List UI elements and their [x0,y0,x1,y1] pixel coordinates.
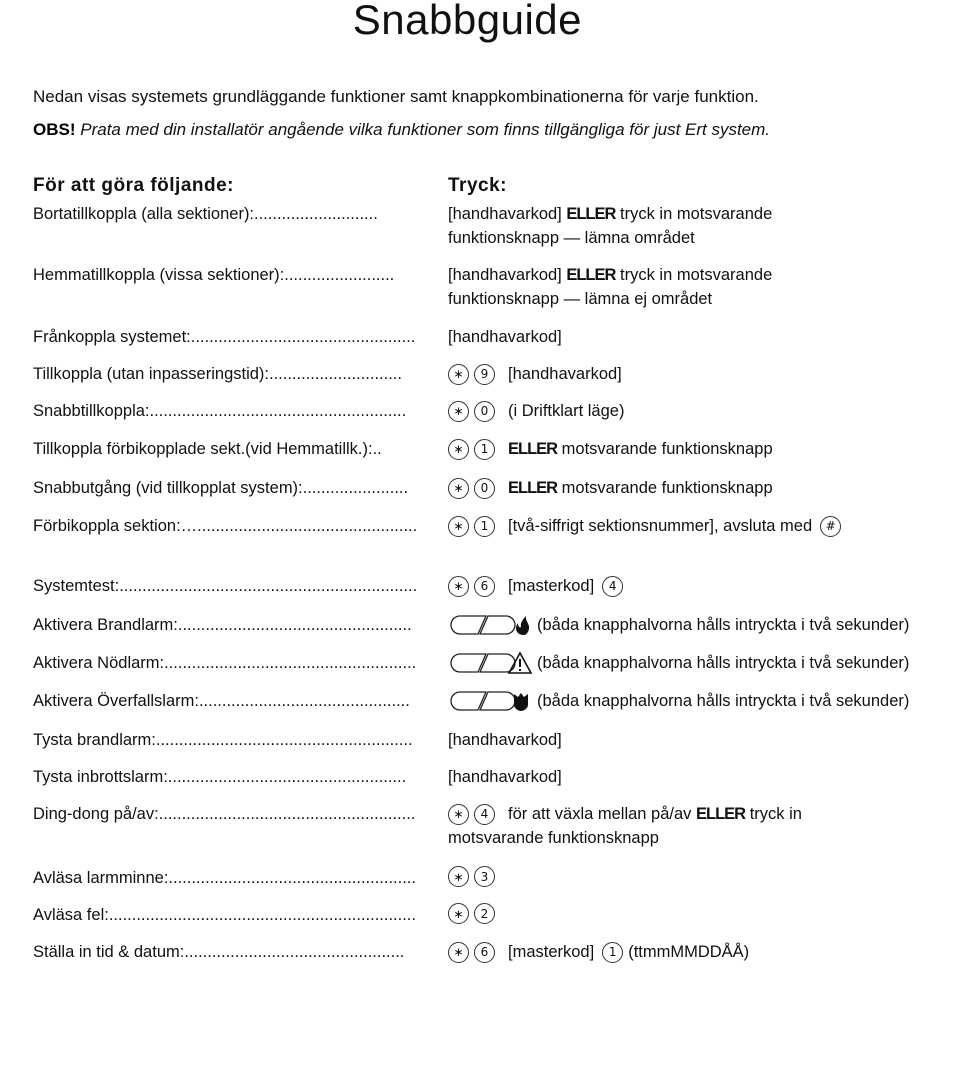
function-action [448,514,846,538]
star-key-icon: ∗ [448,439,469,460]
function-label: Systemtest:................................................................. [33,577,418,595]
note-obs: OBS! [33,120,76,139]
action-text: för att växla mellan på/av [508,805,697,823]
digit-key-icon: 0 [474,401,495,422]
function-action-line2: funktionsknapp — lämna ej området [448,290,713,308]
header-right: Tryck: [448,175,507,196]
digit-key-icon: 6 [474,576,495,597]
function-action [448,613,909,637]
digit-key-icon: 3 [474,866,495,887]
action-text: (båda knapphalvorna hålls intryckta i två sekunder) [537,692,910,710]
digit-key-icon: 4 [474,804,495,825]
action-text: [handhavarkod] [448,266,567,284]
function-label: Snabbutgång (vid tillkopplat system):....................... [33,479,409,497]
function-label: Tysta inbrottslarm:.................................................... [33,768,407,786]
action-text: motsvarande funktionsknapp [557,440,773,458]
star-key-icon: ∗ [448,516,469,537]
action-text: (båda knapphalvorna hålls intryckta i två sekunder) [537,616,910,634]
digit-key-icon: 1 [602,942,623,963]
action-text: [masterkod] [508,577,595,595]
star-key-icon: ∗ [448,364,469,385]
action-text: tryck in motsvarande [615,266,773,284]
function-label: Hemmatillkoppla (vissa sektioner):........................ [33,266,395,284]
action-text: [handhavarkod] [508,365,622,383]
function-action [448,903,500,924]
digit-key-icon: 0 [474,478,495,499]
action-text: (ttmmMMDDÅÅ) [628,943,750,961]
function-label: Ding-dong på/av:........................................................ [33,805,416,823]
action-text: [handhavarkod] [448,205,567,223]
function-label: Förbikoppla sektion:…................................................ [33,517,418,535]
intro-text: Nedan visas systemets grundläggande funktioner samt knappkombinationerna för varje funktion. [33,87,759,106]
digit-key-icon: 1 [474,516,495,537]
action-text: [handhavarkod] [448,328,562,346]
note [33,119,833,141]
function-action [448,765,562,789]
function-label: Aktivera Brandlarm:................................................... [33,616,412,634]
function-action [448,202,772,226]
digit-key-icon: 6 [474,942,495,963]
function-action-line2: funktionsknapp — lämna området [448,229,695,247]
action-text: [handhavarkod] [448,731,562,749]
function-action [448,325,562,349]
function-label: Tysta brandlarm:........................................................ [33,731,413,749]
function-action [448,399,624,423]
function-label: Avläsa larmminne:...................................................... [33,869,416,887]
function-label: Bortatillkoppla (alla sektioner):........................... [33,205,378,223]
eller-text: ELLER [508,479,558,497]
warning-icon [448,651,532,675]
function-action [448,362,622,386]
function-label: Frånkoppla systemet:................................................. [33,328,416,346]
eller-text: ELLER [566,205,616,223]
function-action [448,651,909,675]
function-label: Aktivera Nödlarm:....................................................... [33,654,417,672]
action-text: (i Driftklart läge) [508,402,625,420]
function-action [448,263,772,287]
star-key-icon: ∗ [448,804,469,825]
action-text: [masterkod] [508,943,595,961]
eller-text: ELLER [508,440,558,458]
digit-key-icon: 2 [474,903,495,924]
note-text: Prata med din installatör angående vilka funktioner som finns tillgängliga för just Ert system. [80,120,771,139]
digit-key-icon: 4 [602,576,623,597]
function-action [448,689,909,713]
star-key-icon: ∗ [448,942,469,963]
star-key-icon: ∗ [448,576,469,597]
action-text: [handhavarkod] [448,768,562,786]
function-action [448,728,562,752]
action-text: [två-siffrigt sektionsnummer], avsluta med [508,517,813,535]
fire-icon [448,613,532,637]
header-left: För att göra följande: [33,175,234,196]
function-action [448,476,773,500]
digit-key-icon: 9 [474,364,495,385]
function-label: Snabbtillkoppla:........................................................ [33,402,407,420]
page-title: Snabbguide [352,0,582,43]
action-text: tryck in [745,805,802,823]
digit-key-icon: 1 [474,439,495,460]
action-text: (båda knapphalvorna hålls intryckta i två sekunder) [537,654,910,672]
eller-text: ELLER [696,805,746,823]
function-label: Ställa in tid & datum:................................................ [33,943,405,961]
star-key-icon: ∗ [448,401,469,422]
star-key-icon: ∗ [448,903,469,924]
function-action [448,940,749,964]
function-action-line2: motsvarande funktionsknapp [448,829,659,847]
function-label: Tillkoppla (utan inpasseringstid):............................. [33,365,402,383]
action-text: motsvarande funktionsknapp [557,479,773,497]
star-key-icon: ∗ [448,478,469,499]
star-key-icon: ∗ [448,866,469,887]
action-text: tryck in motsvarande [615,205,773,223]
function-label: Avläsa fel:................................................................... [33,906,416,924]
function-action [448,802,802,826]
hash-key-icon: # [820,516,841,537]
eller-text: ELLER [566,266,616,284]
function-action [448,437,773,461]
function-label: Tillkoppla förbikopplade sekt.(vid Hemmatillk.):.. [33,440,382,458]
function-action [448,866,500,887]
police-icon [448,689,532,713]
function-label: Aktivera Överfallslarm:.............................................. [33,692,410,710]
function-action [448,574,628,598]
